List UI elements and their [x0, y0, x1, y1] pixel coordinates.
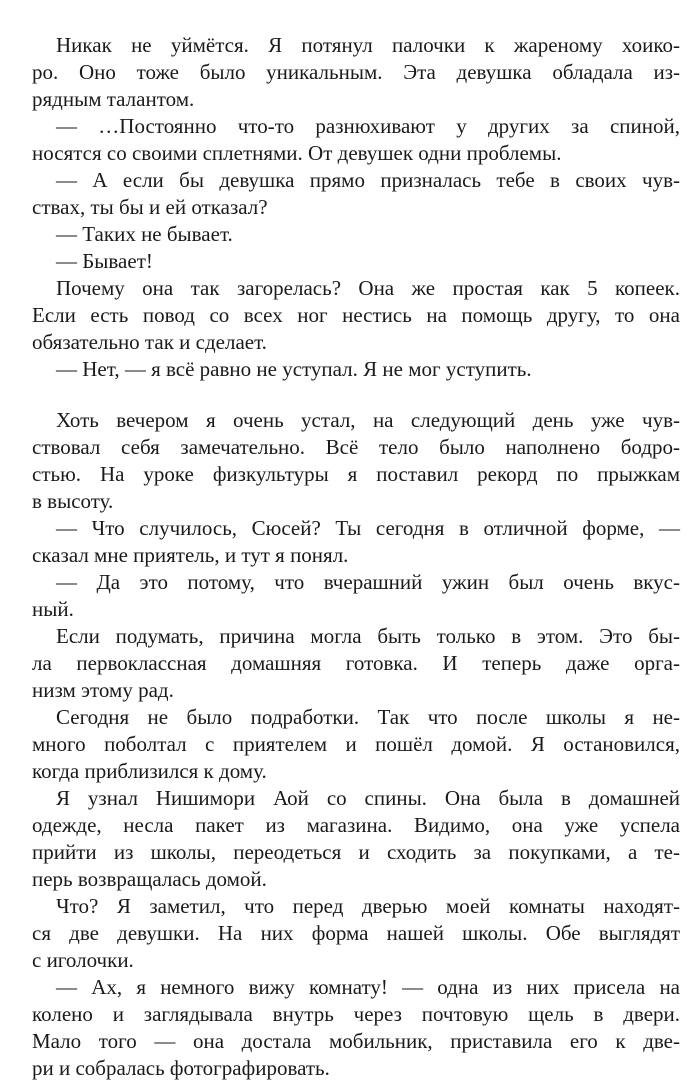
text-line: ствах, ты бы и ей отказал? [32, 195, 268, 219]
text-line: — Что случилось, Сюсей? Ты сегодня в отличной форме, — [56, 516, 680, 540]
text-line: в высоту. [32, 489, 114, 513]
text-line: Хоть вечером я очень устал, на следующий день уже чув- [56, 408, 680, 432]
text-line: ро. Оно тоже было уникальным. Эта девушка обладала из- [32, 60, 680, 84]
text-line: Мало того — она достала мобильник, приставила его к две- [32, 1029, 680, 1053]
text-line: — …Постоянно что-то разнюхивают у других за спиной, [56, 114, 680, 138]
text-line: Что? Я заметил, что перед дверью моей комнаты находят- [56, 894, 680, 918]
text-line: Я узнал Нишимори Аой со спины. Она была в домашней [56, 786, 680, 810]
text-line: стью. На уроке физкультуры я поставил рекорд по прыжкам [32, 462, 680, 486]
text-line: — Таких не бывает. [56, 222, 233, 246]
text-line: Сегодня не было подработки. Так что после школы я не- [56, 705, 680, 729]
text-line: перь возвращалась домой. [32, 867, 267, 891]
text-line: — Да это потому, что вчерашний ужин был очень вкус- [56, 570, 680, 594]
book-page [32, 32, 680, 1082]
text-line: когда приблизился к дому. [32, 759, 267, 783]
text-line: низм этому рад. [32, 678, 174, 702]
text-line: ствовал себя замечательно. Всё тело было наполнено бодро- [32, 435, 680, 459]
text-line: Почему она так загорелась? Она же простая как 5 копеек. [56, 276, 680, 300]
text-line: Если есть повод со всех ног нестись на помощь другу, то она [32, 303, 680, 327]
text-line: с иголочки. [32, 948, 134, 972]
section-break [32, 383, 680, 407]
text-line: Если подумать, причина могла быть только в этом. Это бы- [56, 624, 680, 648]
text-line: сказал мне приятель, и тут я понял. [32, 543, 349, 567]
text-line: прийти из школы, переодеться и сходить за покупками, а те- [32, 840, 680, 864]
text-line: — Нет, — я всё равно не уступал. Я не мог уступить. [56, 357, 532, 381]
text-line: ла первоклассная домашняя готовка. И теперь даже орга- [32, 651, 680, 675]
text-line: — А если бы девушка прямо призналась тебе в своих чув- [56, 168, 680, 192]
text-line: одежде, несла пакет из магазина. Видимо, она уже успела [32, 813, 680, 837]
text-line: — Бывает! [56, 249, 153, 273]
text-line: Никак не уймётся. Я потянул палочки к жареному хоико- [56, 33, 680, 57]
text-line: — Ах, я немного вижу комнату! — одна из них присела на [56, 975, 680, 999]
text-line: обязательно так и сделает. [32, 330, 267, 354]
text-line: рядным талантом. [32, 87, 195, 111]
text-line: много поболтал с приятелем и пошёл домой. Я остановился, [32, 732, 680, 756]
text-line: ри и собралась фотографировать. [32, 1056, 330, 1080]
text-section-2 [32, 407, 680, 1082]
text-line: ся две девушки. На них форма нашей школы. Обе выглядят [32, 921, 680, 945]
text-line: колено и заглядывала внутрь через почтовую щель в двери. [32, 1002, 680, 1026]
text-section-1 [32, 32, 680, 383]
text-line: носятся со своими сплетнями. От девушек одни проблемы. [32, 141, 562, 165]
text-line: ный. [32, 597, 74, 621]
